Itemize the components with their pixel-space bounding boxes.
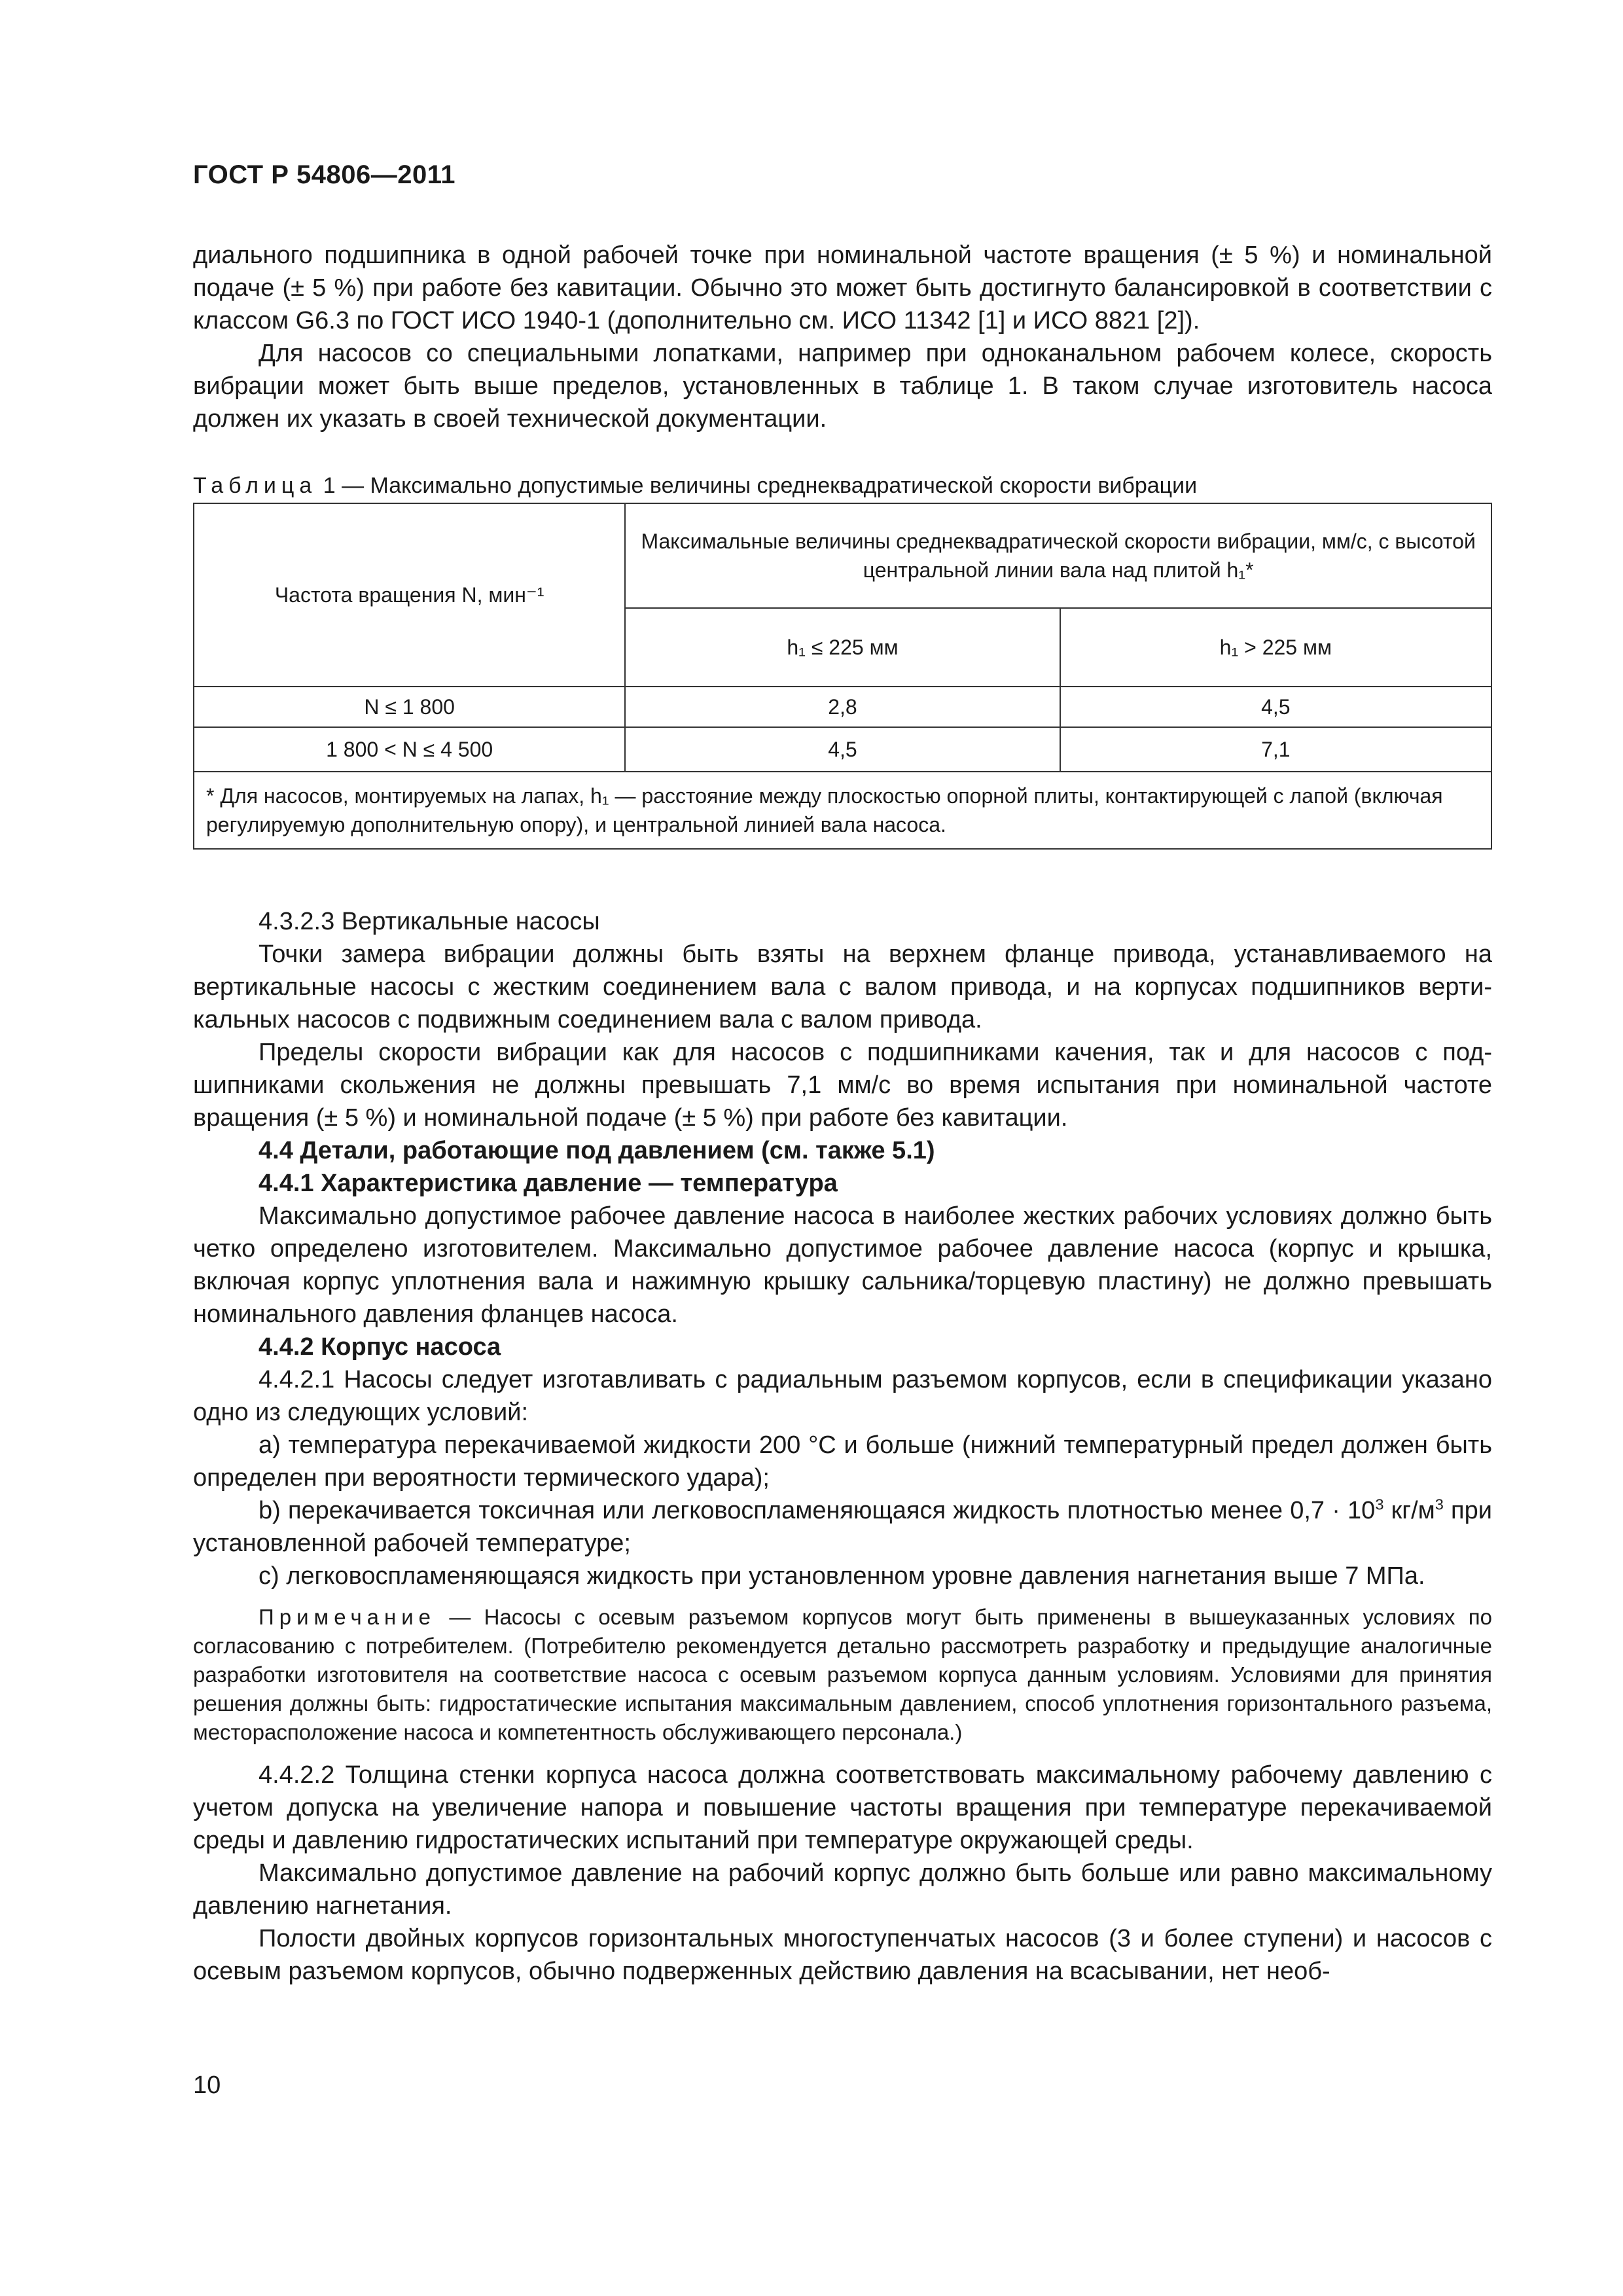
header-frequency: Частота вращения N, мин⁻¹	[194, 503, 625, 687]
paragraph: 4.4.2.2 Толщина стенки корпуса насоса должна соответствовать максимальному рабочему давлению с учетом допуска на увеличение напора и повышение частоты вращения при температуре перекачиваемой среды и давлению гидростатических испытаний при температуре окружающей среды.	[193, 1761, 1492, 1854]
table-row	[194, 727, 1491, 772]
intro-section	[193, 239, 1492, 435]
paragraph: Пределы скорости вибрации как для насосов с подшипниками качения, так и для насосов с подшипниками скольжения не должны превышать 7,1 мм/с во время испытания при номинальной частоте вращения (± 5 %) и номинальной подаче (± 5 %) при работе без кавитации.	[193, 1039, 1492, 1132]
cell-value: 4,5	[1060, 687, 1491, 727]
table-footnote: * Для насосов, монтируемых на лапах, h₁ — расстояние между плоскостью опорной плиты, контактирующей с лапой (включая регулируемую дополнительную опору), и центральной линией вала насоса.	[194, 772, 1491, 849]
paragraph: Максимально допустимое рабочее давление насоса в наиболее жестких рабочих условиях должно быть четко определено изготовителем. Максимально допустимое рабочее давление насоса (корпус и крышка, включая корпус уплотнения вала и нажимную крышку сальника/торцевую пластину) не должно превышать номинального давления фланцев насоса.	[193, 1202, 1492, 1328]
paragraph: Полости двойных корпусов горизонтальных многоступенчатых насосов (3 и более ступени) и насосов с осевым разъемом корпусов, обычно подверженных действию давления на всасывании, нет необ-	[193, 1925, 1492, 1985]
cell-value: 2,8	[625, 687, 1060, 727]
note	[193, 1603, 1492, 1747]
section-4-3-2-3	[193, 905, 1492, 1988]
header-h1-gt-225: h₁ > 225 мм	[1060, 608, 1491, 687]
paragraph: Точки замера вибрации должны быть взяты на верхнем фланце привода, устанавливаемого на вертикальные насосы с жестким соединением вала с валом привода, и на корпусах подшипников вертикальных насосов с подвижным соединением вала с валом привода.	[193, 941, 1492, 1033]
intro-paragraph-2: Для насосов со специальными лопатками, например при одноканальном рабочем колесе, скорость вибрации может быть выше пределов, установленных в таблице 1. В таком случае изготовитель насоса должен их указать в своей технической документации.	[193, 340, 1492, 433]
table-caption	[193, 471, 1492, 500]
header-velocity-group: Максимальные величины среднеквадратической скорости вибрации, мм/с, с высотой центральной линии вала над плитой h₁*	[625, 503, 1491, 608]
cell-value: 4,5	[625, 727, 1060, 772]
cell-frequency: N ≤ 1 800	[194, 687, 625, 727]
cell-frequency: 1 800 < N ≤ 4 500	[194, 727, 625, 772]
list-item-b: b) перекачивается токсичная или легковоспламеняющаяся жидкость плотностью менее $0,7 \cdot 10^3$ $кг/м^3$ при установленной рабочей температуре;	[193, 1496, 1492, 1557]
intro-paragraph-1: диального подшипника в одной рабочей точке при номинальной частоте вращения (± 5 %) и номинальной подаче (± 5 %) при работе без кавитации. Обычно это может быть достигнуто балансировкой в соответствии с классом G6.3 по ГОСТ ИСО 1940-1 (дополнительно см. ИСО 11342 [1] и ИСО 8821 [2]).	[193, 242, 1492, 334]
header-h1-le-225: h₁ ≤ 225 мм	[625, 608, 1060, 687]
paragraph: Максимально допустимое давление на рабочий корпус должно быть больше или равно максимальному давлению нагнетания.	[193, 1859, 1492, 1920]
table-1	[193, 471, 1492, 850]
section-heading-4-4: 4.4 Детали, работающие под давлением (см. также 5.1)	[259, 1137, 935, 1164]
note-text: — Насосы с осевым разъемом корпусов могут быть применены в вышеуказанных условиях по согласованию с потребителем. (Потребителю рекомендуется детально рассмотреть разработку и предыдущие аналогичные разработки изготовителя на соответствие насоса с осевым разъемом корпуса данным условиям. Условиями для принятия решения должны быть: гидростатические испытания максимальным давлением, способ уплотнения горизонтального разъема, месторасположение насоса и компетентность обслуживающего персонала.)	[193, 1605, 1492, 1744]
section-heading-4-4-2: 4.4.2 Корпус насоса	[259, 1333, 501, 1361]
paragraph: 4.4.2.1 Насосы следует изготавливать с радиальным разъемом корпусов, если в спецификации указано одно из следующих условий:	[193, 1366, 1492, 1426]
page-number: 10	[193, 2072, 221, 2099]
table-caption-text: 1 — Максимально допустимые величины среднеквадратической скорости вибрации	[317, 473, 1198, 498]
document-header: ГОСТ Р 54806—2011	[193, 160, 455, 189]
list-item-a: a) температура перекачиваемой жидкости 200 °С и больше (нижний температурный предел должен быть определен при вероятности термического удара);	[193, 1431, 1492, 1492]
note-word: Примечание	[259, 1605, 437, 1629]
cell-value: 7,1	[1060, 727, 1491, 772]
table-caption-word: Таблица	[193, 473, 317, 498]
section-heading-4-4-1: 4.4.1 Характеристика давление — температура	[259, 1170, 838, 1197]
list-item-c: c) легковоспламеняющаяся жидкость при установленном уровне давления нагнетания выше 7 МПа.	[259, 1562, 1425, 1590]
section-title: 4.3.2.3 Вертикальные насосы	[259, 908, 600, 935]
table-row	[194, 687, 1491, 727]
vibration-table	[193, 503, 1492, 850]
